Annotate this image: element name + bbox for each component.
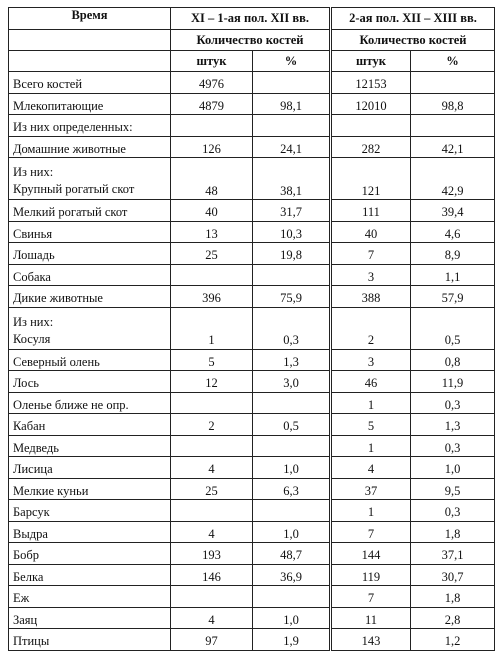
count-period1 — [171, 435, 253, 457]
table-row — [9, 478, 495, 500]
row-label: Лось — [9, 371, 171, 393]
row-label: Свинья — [9, 221, 171, 243]
count-period1: 4 — [171, 521, 253, 543]
pct-period2: 39,4 — [411, 200, 495, 222]
table-row — [9, 243, 495, 265]
pct-period1: 1,0 — [253, 607, 331, 629]
pct-period1 — [253, 500, 331, 522]
count-period2: 1 — [331, 500, 411, 522]
pct-period1 — [253, 115, 331, 137]
pct-period1: 1,3 — [253, 349, 331, 371]
pct-period2: 0,3 — [411, 500, 495, 522]
row-label: Бобр — [9, 543, 171, 565]
row-label: Барсук — [9, 500, 171, 522]
header-row-units — [9, 51, 495, 72]
count-period1 — [171, 392, 253, 414]
row-label: Собака — [9, 264, 171, 286]
table-row — [9, 607, 495, 629]
period2-header: 2-ая пол. XII – XIII вв. — [331, 8, 495, 30]
table-row — [9, 521, 495, 543]
pct-period1 — [253, 435, 331, 457]
pct-period2: 1,8 — [411, 521, 495, 543]
table-row — [9, 286, 495, 308]
row-label: Лисица — [9, 457, 171, 479]
table-row — [9, 136, 495, 158]
pct-period2: 30,7 — [411, 564, 495, 586]
time-header: Время — [9, 8, 171, 30]
pct-period1: 98,1 — [253, 93, 331, 115]
row-label: Дикие животные — [9, 286, 171, 308]
row-label: Млекопитающие — [9, 93, 171, 115]
count-period1: 1 — [171, 307, 253, 349]
period1-unit-count: штук — [171, 51, 253, 72]
count-period1: 396 — [171, 286, 253, 308]
row-label: Мелкий рогатый скот — [9, 200, 171, 222]
table-row — [9, 349, 495, 371]
count-period1: 12 — [171, 371, 253, 393]
pct-period2: 42,1 — [411, 136, 495, 158]
bone-count-table — [8, 7, 495, 651]
pct-period2: 0,5 — [411, 307, 495, 349]
pct-period1: 3,0 — [253, 371, 331, 393]
count-period2: 7 — [331, 586, 411, 608]
count-period1: 4976 — [171, 72, 253, 94]
table-row — [9, 586, 495, 608]
row-label: Лошадь — [9, 243, 171, 265]
pct-period2: 1,0 — [411, 457, 495, 479]
count-period2: 7 — [331, 521, 411, 543]
table-row — [9, 414, 495, 436]
count-period1 — [171, 500, 253, 522]
table-row — [9, 72, 495, 94]
pct-period1 — [253, 264, 331, 286]
count-period1: 5 — [171, 349, 253, 371]
header-row-count — [9, 30, 495, 51]
row-label: Еж — [9, 586, 171, 608]
pct-period2: 98,8 — [411, 93, 495, 115]
count-period2: 46 — [331, 371, 411, 393]
row-label — [9, 307, 171, 349]
count-period1: 25 — [171, 478, 253, 500]
count-period1: 97 — [171, 629, 253, 651]
count-period1: 2 — [171, 414, 253, 436]
count-period1: 146 — [171, 564, 253, 586]
count-period1 — [171, 586, 253, 608]
table-row — [9, 392, 495, 414]
row-label: Кабан — [9, 414, 171, 436]
period1-count-label: Количество костей — [171, 30, 331, 51]
pct-period2: 0,3 — [411, 435, 495, 457]
pct-period2: 9,5 — [411, 478, 495, 500]
header-empty-cell — [9, 30, 171, 51]
pct-period2: 0,8 — [411, 349, 495, 371]
pct-period1: 6,3 — [253, 478, 331, 500]
row-label — [9, 158, 171, 200]
table-row — [9, 435, 495, 457]
count-period2: 2 — [331, 307, 411, 349]
count-period2: 5 — [331, 414, 411, 436]
period2-unit-pct: % — [411, 51, 495, 72]
table-row — [9, 307, 495, 349]
count-period1: 48 — [171, 158, 253, 200]
count-period2: 111 — [331, 200, 411, 222]
count-period2: 388 — [331, 286, 411, 308]
row-label-species: Крупный рогатый скот — [13, 182, 135, 197]
count-period1: 126 — [171, 136, 253, 158]
count-period2: 40 — [331, 221, 411, 243]
pct-period1: 1,9 — [253, 629, 331, 651]
table-row — [9, 543, 495, 565]
pct-period2: 0,3 — [411, 392, 495, 414]
row-label: Белка — [9, 564, 171, 586]
table-row — [9, 264, 495, 286]
pct-period2: 11,9 — [411, 371, 495, 393]
table-row — [9, 500, 495, 522]
period1-unit-pct: % — [253, 51, 331, 72]
table-row — [9, 200, 495, 222]
header-row-periods — [9, 8, 495, 30]
row-label-group: Из них: — [13, 165, 54, 180]
period1-header: XI – 1-ая пол. XII вв. — [171, 8, 331, 30]
header-empty-cell — [9, 51, 171, 72]
count-period2: 121 — [331, 158, 411, 200]
row-label: Всего костей — [9, 72, 171, 94]
pct-period1: 1,0 — [253, 457, 331, 479]
table-row — [9, 564, 495, 586]
count-period1: 4 — [171, 607, 253, 629]
table-row — [9, 457, 495, 479]
count-period2: 7 — [331, 243, 411, 265]
row-label: Выдра — [9, 521, 171, 543]
table-row — [9, 158, 495, 200]
table-row — [9, 115, 495, 137]
count-period1: 40 — [171, 200, 253, 222]
count-period2: 12153 — [331, 72, 411, 94]
table-row — [9, 629, 495, 651]
count-period2: 3 — [331, 349, 411, 371]
pct-period2: 1,1 — [411, 264, 495, 286]
count-period1: 4879 — [171, 93, 253, 115]
pct-period2: 57,9 — [411, 286, 495, 308]
count-period2: 144 — [331, 543, 411, 565]
count-period2 — [331, 115, 411, 137]
count-period2: 37 — [331, 478, 411, 500]
pct-period1 — [253, 586, 331, 608]
period2-count-label: Количество костей — [331, 30, 495, 51]
count-period2: 3 — [331, 264, 411, 286]
pct-period2 — [411, 115, 495, 137]
pct-period1 — [253, 72, 331, 94]
count-period2: 119 — [331, 564, 411, 586]
bone-count-table-document — [8, 7, 494, 651]
pct-period1: 10,3 — [253, 221, 331, 243]
count-period2: 11 — [331, 607, 411, 629]
row-label: Домашние животные — [9, 136, 171, 158]
row-label: Заяц — [9, 607, 171, 629]
count-period2: 4 — [331, 457, 411, 479]
count-period1 — [171, 264, 253, 286]
count-period2: 143 — [331, 629, 411, 651]
count-period1: 13 — [171, 221, 253, 243]
table-row — [9, 371, 495, 393]
count-period1: 193 — [171, 543, 253, 565]
table-body — [9, 8, 495, 651]
row-label: Птицы — [9, 629, 171, 651]
pct-period1: 1,0 — [253, 521, 331, 543]
pct-period2: 1,8 — [411, 586, 495, 608]
pct-period1: 24,1 — [253, 136, 331, 158]
count-period1: 25 — [171, 243, 253, 265]
count-period2: 1 — [331, 392, 411, 414]
table-row — [9, 221, 495, 243]
pct-period1: 0,5 — [253, 414, 331, 436]
pct-period1: 36,9 — [253, 564, 331, 586]
count-period1 — [171, 115, 253, 137]
pct-period1: 75,9 — [253, 286, 331, 308]
row-label: Из них определенных: — [9, 115, 171, 137]
period2-unit-count: штук — [331, 51, 411, 72]
pct-period1 — [253, 392, 331, 414]
count-period1: 4 — [171, 457, 253, 479]
row-label: Северный олень — [9, 349, 171, 371]
pct-period2: 4,6 — [411, 221, 495, 243]
pct-period2 — [411, 72, 495, 94]
pct-period1: 48,7 — [253, 543, 331, 565]
pct-period1: 38,1 — [253, 158, 331, 200]
pct-period2: 42,9 — [411, 158, 495, 200]
pct-period2: 37,1 — [411, 543, 495, 565]
pct-period1: 19,8 — [253, 243, 331, 265]
row-label: Мелкие куньи — [9, 478, 171, 500]
pct-period1: 0,3 — [253, 307, 331, 349]
pct-period2: 8,9 — [411, 243, 495, 265]
table-row — [9, 93, 495, 115]
row-label: Оленье ближе не опр. — [9, 392, 171, 414]
pct-period2: 2,8 — [411, 607, 495, 629]
row-label: Медведь — [9, 435, 171, 457]
pct-period1: 31,7 — [253, 200, 331, 222]
pct-period2: 1,3 — [411, 414, 495, 436]
count-period2: 282 — [331, 136, 411, 158]
count-period2: 12010 — [331, 93, 411, 115]
count-period2: 1 — [331, 435, 411, 457]
row-label-species: Косуля — [13, 331, 51, 346]
row-label-group: Из них: — [13, 314, 54, 329]
pct-period2: 1,2 — [411, 629, 495, 651]
